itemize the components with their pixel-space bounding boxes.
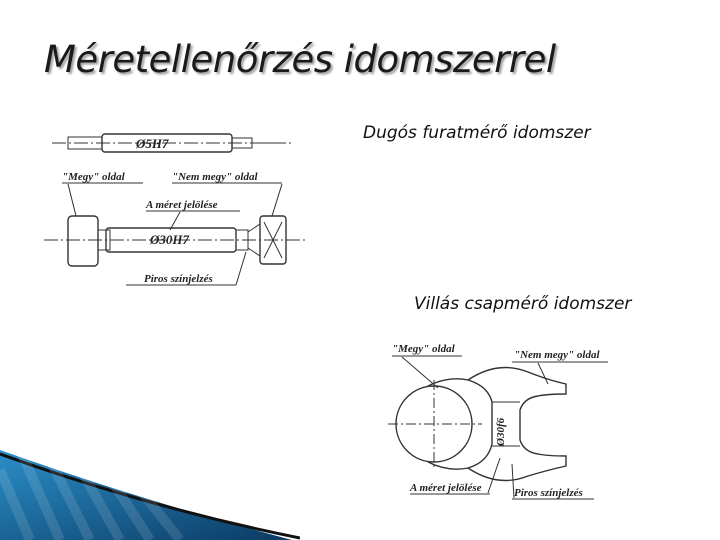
small-size-label: Ø5H7 bbox=[136, 136, 169, 151]
plug-go-side-label: "Megy" oldal bbox=[62, 171, 125, 183]
plug-gauge-drawing bbox=[40, 118, 310, 293]
plug-gauge-caption: Dugós furatmérő idomszer bbox=[363, 123, 591, 143]
fork-size-label: Ø30f6 bbox=[495, 417, 507, 446]
slide-title: Méretellenőrzés idomszerrel bbox=[44, 38, 556, 81]
large-size-label: Ø30H7 bbox=[150, 232, 189, 247]
fork-gauge-drawing bbox=[388, 340, 618, 505]
plug-size-marking-label: A méret jelölése bbox=[146, 199, 218, 211]
fork-size-marking-label: A méret jelölése bbox=[410, 482, 482, 494]
fork-red-marking-label: Piros színjelzés bbox=[514, 487, 583, 499]
fork-nogo-side-label: "Nem megy" oldal bbox=[514, 349, 600, 361]
plug-nogo-side-label: "Nem megy" oldal bbox=[172, 171, 258, 183]
plug-red-marking-label: Piros színjelzés bbox=[144, 273, 213, 285]
fork-gauge-caption: Villás csapmérő idomszer bbox=[414, 294, 632, 314]
corner-decoration bbox=[0, 450, 300, 540]
fork-go-side-label: "Megy" oldal bbox=[392, 343, 455, 355]
